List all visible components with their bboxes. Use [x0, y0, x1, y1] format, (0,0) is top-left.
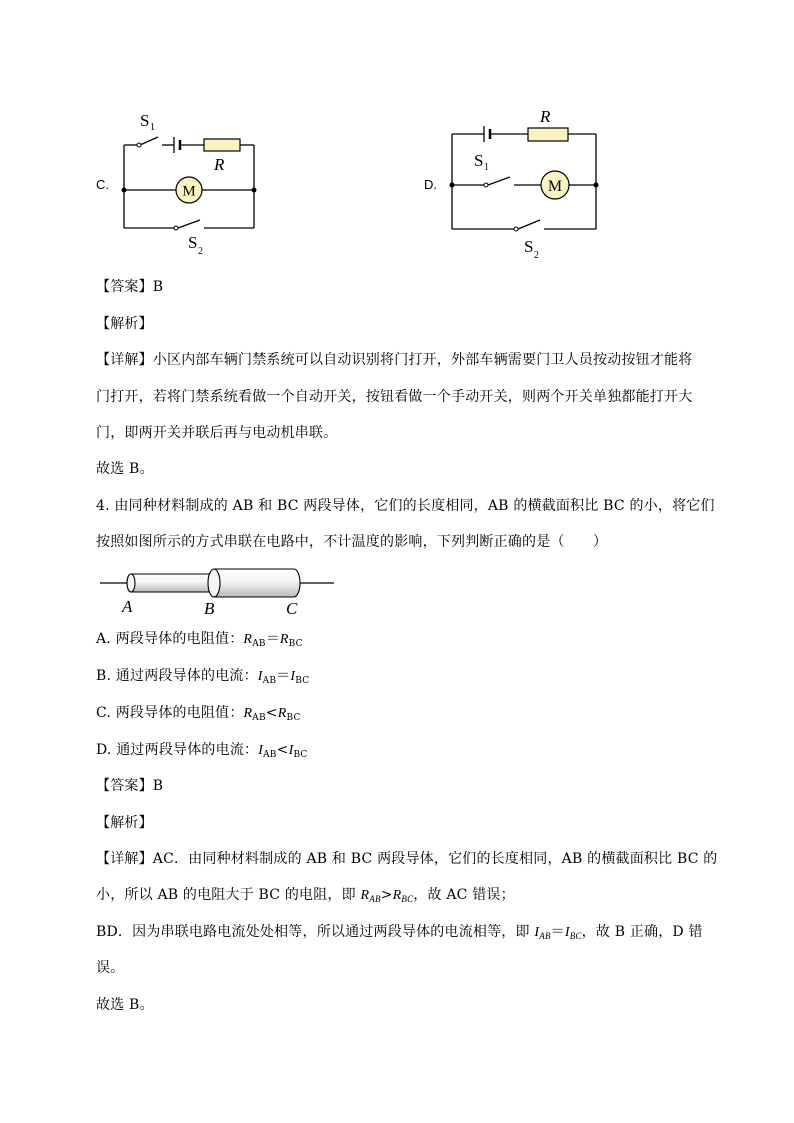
q4-detail-ac-line-1: 【详解】AC．由同种材料制成的 AB 和 BC 两段导体，它们的长度相同，AB 的横截面积比 BC 的: [96, 851, 718, 867]
q4-option-c: C. 两段导体的电阻值：$R_{AB}<R_{BC}$: [96, 705, 301, 723]
switch-s2-subscript: 2: [198, 246, 203, 257]
q4-detail-bd-line-1: BD．因为串联电路电流处处相等，所以通过两段导体的电流相等，即 $I_{AB}=I_{BC}$，故 B 正确，D 错: [96, 924, 703, 941]
resistor-r: [204, 139, 240, 151]
switch-s1-subscript: 1: [150, 122, 155, 133]
switch-s1-label: S: [140, 111, 150, 130]
circuit-d-diagram: [438, 104, 608, 264]
switch-s2-subscript: 2: [534, 250, 539, 261]
resistor-label: R: [214, 155, 225, 174]
conductor-ab: [127, 574, 214, 592]
switch-s2-label: S: [188, 233, 198, 252]
q4-conclusion: 故选 B。: [96, 997, 154, 1013]
resistor-r: [528, 128, 568, 141]
switch-s1-label: S: [474, 151, 484, 170]
conductor-bc: [214, 569, 300, 597]
q3-conclusion: 故选 B。: [96, 461, 154, 477]
q3-analysis-label: 【解析】: [96, 316, 153, 332]
q4-analysis-label: 【解析】: [96, 815, 153, 831]
label-a: A: [122, 597, 133, 616]
q3-answer: 【答案】B: [96, 279, 164, 295]
switch-s2-label: S: [524, 237, 534, 256]
option-c-label: C.: [96, 177, 109, 192]
q4-answer: 【答案】B: [96, 778, 164, 794]
label-c: C: [286, 599, 298, 618]
resistor-label: R: [540, 107, 551, 126]
circuit-c-diagram: [110, 108, 270, 258]
q4-option-d: D. 通过两段导体的电流：$I_{AB}<I_{BC}$: [96, 742, 308, 760]
q4-option-a: A. 两段导体的电阻值：$R_{AB}=R_{BC}$: [96, 631, 303, 649]
q4-option-b: B. 通过两段导体的电流：$I_{AB}=I_{BC}$: [96, 668, 310, 686]
q4-stem-line-2: 按照如图所示的方式串联在电路中，不计温度的影响，下列判断正确的是（ ）: [96, 534, 608, 550]
q4-detail-bd-line-2: 误。: [96, 960, 125, 976]
q4-detail-ac-line-2: 小，所以 AB 的电阻大于 BC 的电阻，即 $R_{AB}>R_{BC}$，故 AC 错误；: [96, 887, 515, 904]
q3-detail-line-1: 【详解】小区内部车辆门禁系统可以自动识别将门打开，外部车辆需要门卫人员按动按钮才能将: [96, 352, 693, 368]
motor-label: M: [547, 178, 563, 195]
switch-s1-subscript: 1: [484, 162, 489, 173]
q3-detail-line-2: 门打开，若将门禁系统看做一个自动开关，按钮看做一个手动开关，则两个开关单独都能打开大: [96, 389, 693, 405]
label-b: B: [204, 599, 215, 618]
conductor-figure: [96, 560, 346, 620]
q4-stem-line-1: 4. 由同种材料制成的 AB 和 BC 两段导体，它们的长度相同，AB 的横截面积比 BC 的小，将它们: [96, 498, 715, 514]
motor-label: M: [182, 183, 196, 200]
option-d-label: D.: [424, 177, 437, 192]
q3-detail-line-3: 门，即两开关并联后再与电动机串联。: [96, 425, 338, 441]
